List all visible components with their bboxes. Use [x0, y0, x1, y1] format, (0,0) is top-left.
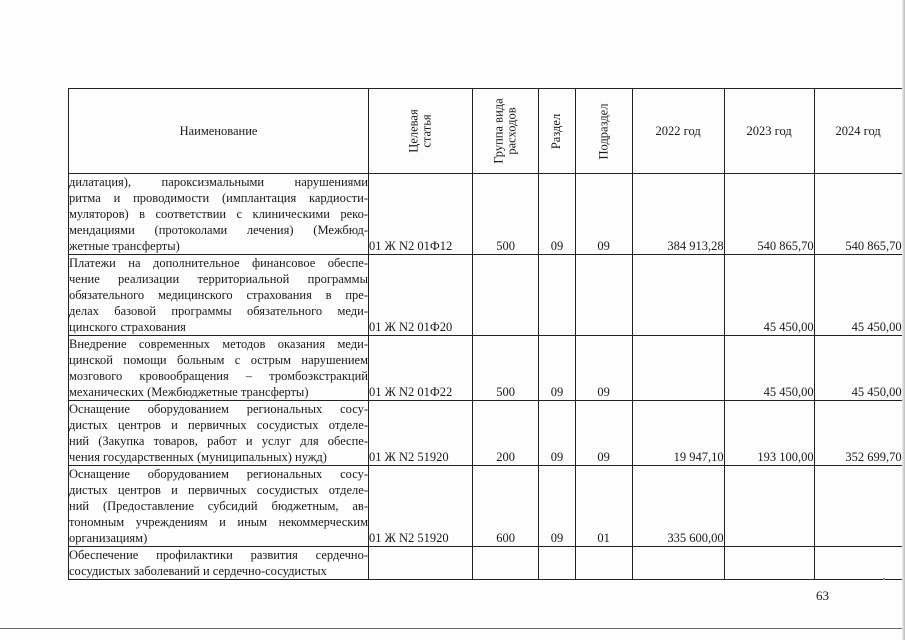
- row-subsection: [575, 255, 632, 336]
- row-description: [69, 401, 369, 466]
- bottom-rule: [0, 628, 905, 629]
- description-line: ний (Предоставление субсидий бюджетным, ав-: [69, 499, 368, 513]
- description-line: механических (Межбюджетные трансферты): [69, 385, 309, 399]
- row-value-2024: [814, 547, 902, 580]
- row-value-2022: [632, 336, 724, 401]
- description-line: Оснащение оборудованием региональных сосу-: [69, 467, 368, 481]
- header-target-text: Целевая статья: [406, 108, 434, 153]
- row-description: [69, 255, 369, 336]
- row-subsection: [575, 547, 632, 580]
- row-target-code: 01 Ж N2 01Ф20: [369, 255, 473, 336]
- row-target-code: [369, 547, 473, 580]
- row-target-code: 01 Ж N2 01Ф12: [369, 174, 473, 255]
- description-line: чение реализации территориальной программы: [69, 272, 368, 286]
- header-subsection: [575, 89, 632, 174]
- row-description: [69, 466, 369, 547]
- scan-speck: [883, 578, 885, 580]
- row-section: 09: [539, 336, 575, 401]
- row-description: [69, 547, 369, 580]
- description-line: мендациями (протоколами лечения) (Межбюд-: [69, 223, 368, 237]
- table-row: [69, 547, 903, 580]
- header-section-text: Раздел: [549, 113, 564, 150]
- row-value-2022: 19 947,10: [632, 401, 724, 466]
- row-section: 09: [539, 466, 575, 547]
- header-section: [539, 89, 575, 174]
- table-row: [69, 255, 903, 336]
- table-body: [69, 174, 903, 580]
- description-line: тономным учреждениям и иным некоммерческим: [69, 515, 368, 529]
- budget-table: [68, 88, 903, 580]
- description-line: Платежи на дополнительное финансовое обеспе-: [69, 256, 368, 270]
- header-name: Наименование: [69, 89, 369, 174]
- row-subsection: 01: [575, 466, 632, 547]
- row-subsection: 09: [575, 336, 632, 401]
- row-value-2023: 45 450,00: [724, 255, 814, 336]
- description-line: дистых центров и первичных сосудистых отделе-: [69, 418, 368, 432]
- description-line: обязательного медицинского страхования в пре-: [69, 288, 368, 302]
- row-value-2023: [724, 547, 814, 580]
- row-group: 500: [473, 336, 539, 401]
- description-line: муляторов) в соответствии с клиническими реко-: [69, 207, 368, 221]
- description-line: Обеспечение профилактики развития сердечно-: [69, 548, 368, 562]
- row-value-2022: 335 600,00: [632, 466, 724, 547]
- row-target-code: 01 Ж N2 51920: [369, 466, 473, 547]
- header-target: [369, 89, 473, 174]
- row-value-2023: 540 865,70: [724, 174, 814, 255]
- description-line: Внедрение современных методов оказания меди-: [69, 337, 368, 351]
- row-value-2022: 384 913,28: [632, 174, 724, 255]
- header-2023: 2023 год: [724, 89, 814, 174]
- row-section: [539, 547, 575, 580]
- table-row: [69, 336, 903, 401]
- row-description: [69, 336, 369, 401]
- row-value-2024: 352 699,70: [814, 401, 902, 466]
- description-line: организациям): [69, 531, 148, 545]
- row-value-2024: 45 450,00: [814, 255, 902, 336]
- row-value-2023: [724, 466, 814, 547]
- description-line: мозгового кровообращения – тромбоэкстракций: [69, 369, 368, 383]
- row-group: 500: [473, 174, 539, 255]
- row-description: [69, 174, 369, 255]
- row-value-2023: 45 450,00: [724, 336, 814, 401]
- row-section: 09: [539, 401, 575, 466]
- row-target-code: 01 Ж N2 51920: [369, 401, 473, 466]
- row-value-2023: 193 100,00: [724, 401, 814, 466]
- row-subsection: 09: [575, 401, 632, 466]
- description-line: ний (Закупка товаров, работ и услуг для обеспе-: [69, 434, 368, 448]
- description-line: Оснащение оборудованием региональных сосу-: [69, 402, 368, 416]
- row-value-2024: [814, 466, 902, 547]
- description-line: дилатация), пароксизмальными нарушениями: [69, 175, 368, 189]
- header-group: [473, 89, 539, 174]
- description-line: дистых центров и первичных сосудистых отделе-: [69, 483, 368, 497]
- description-line: цинской помощи больным с острым нарушением: [69, 353, 368, 367]
- table-header-row: [69, 89, 903, 174]
- row-target-code: 01 Ж N2 01Ф22: [369, 336, 473, 401]
- row-value-2024: 540 865,70: [814, 174, 902, 255]
- row-section: [539, 255, 575, 336]
- row-subsection: 09: [575, 174, 632, 255]
- description-line: ритма и проводимости (имплантация кардиости-: [69, 191, 368, 205]
- row-value-2022: [632, 255, 724, 336]
- table-row: [69, 401, 903, 466]
- header-2022: 2022 год: [632, 89, 724, 174]
- header-2024: 2024 год: [814, 89, 902, 174]
- header-group-text: Группа вида расходов: [491, 97, 519, 164]
- description-line: цинского страхования: [69, 320, 186, 334]
- table-row: [69, 174, 903, 255]
- row-section: 09: [539, 174, 575, 255]
- table-row: [69, 466, 903, 547]
- description-line: жетные трансферты): [69, 239, 180, 253]
- row-group: [473, 255, 539, 336]
- header-subsection-text: Подраздел: [596, 103, 611, 160]
- description-line: сосудистых заболеваний и сердечно-сосудистых: [69, 564, 327, 578]
- row-value-2022: [632, 547, 724, 580]
- row-value-2024: 45 450,00: [814, 336, 902, 401]
- row-group: 200: [473, 401, 539, 466]
- page-number: 63: [816, 588, 829, 603]
- description-line: делах базовой программы обязательного меди-: [69, 304, 368, 318]
- description-line: чения государственных (муниципальных) нужд): [69, 450, 327, 464]
- row-group: 600: [473, 466, 539, 547]
- row-group: [473, 547, 539, 580]
